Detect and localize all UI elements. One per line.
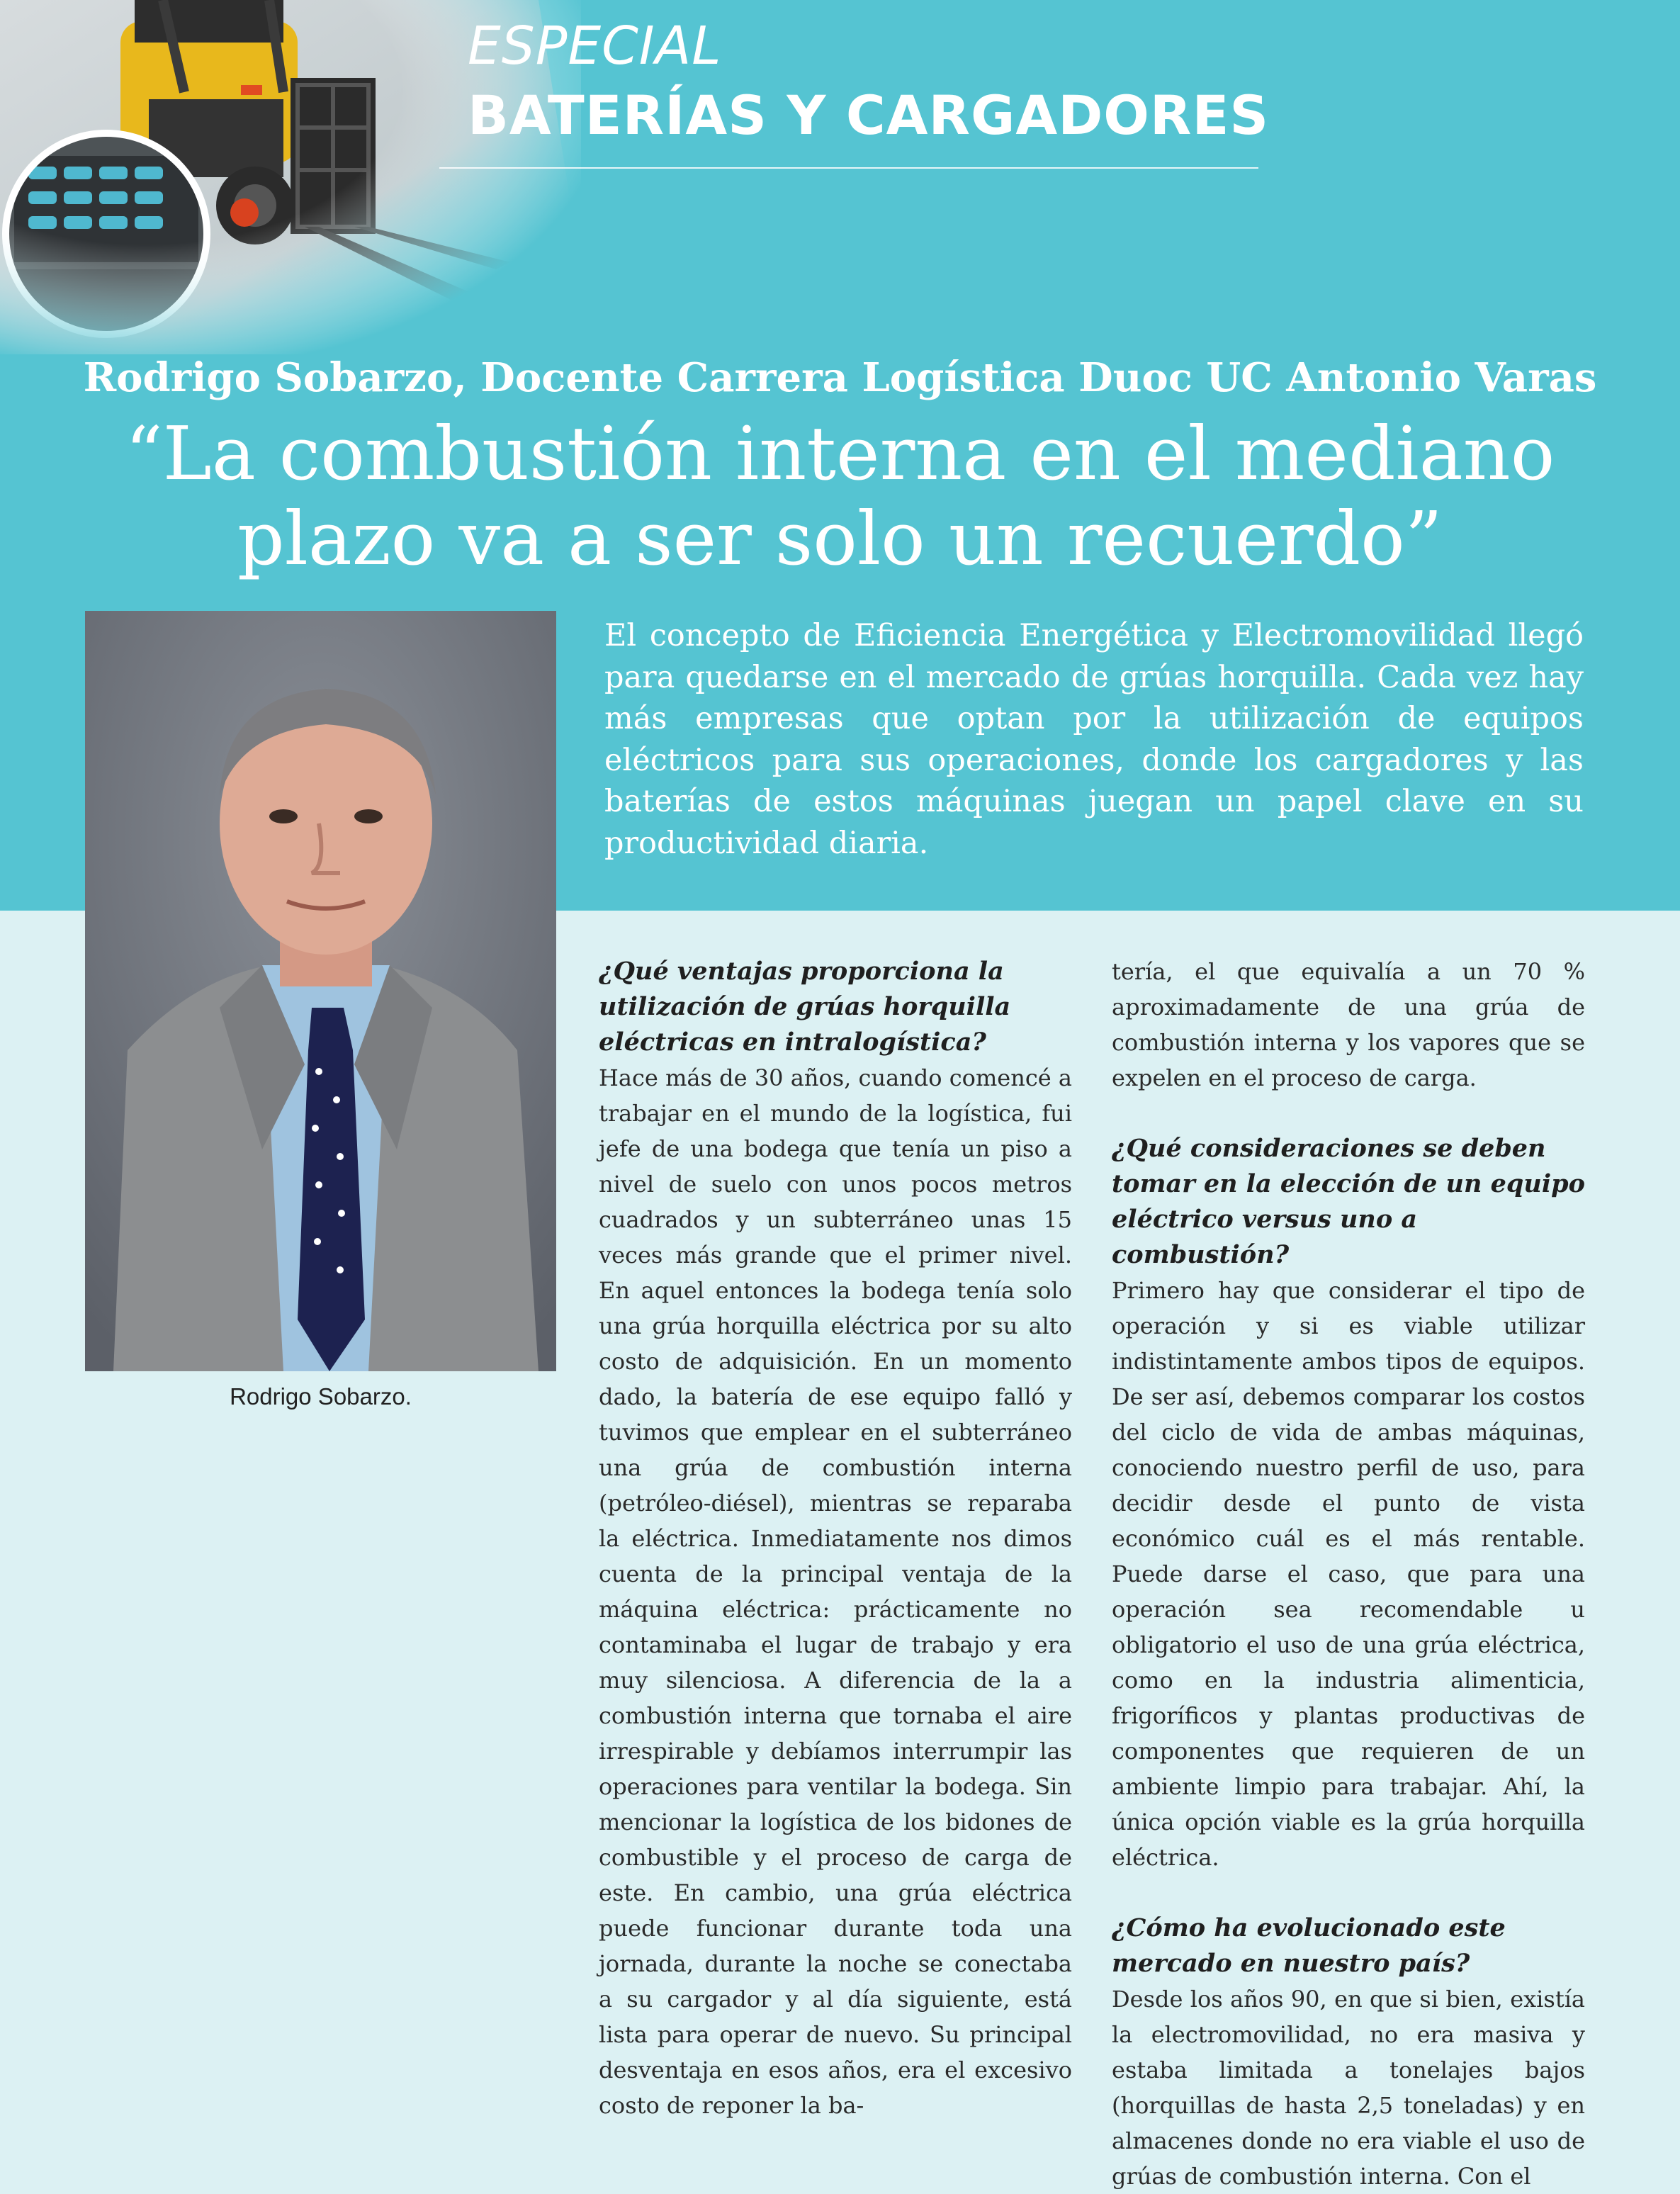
answer-1-continued: tería, el que equivalía a un 70 % aproximadamente de una grúa de combustión interna y los vapores que se expelen en el proceso de carga.: [1112, 958, 1585, 1091]
question-1: ¿Qué ventajas proporciona la utilización de grúas horquilla eléctricas en intralogística?: [599, 957, 1011, 1057]
answer-1: Hace más de 30 años, cuando comencé a trabajar en el mundo de la logística, fui jefe de una bodega que tenía un piso a nivel de suelo con unos pocos metros cuadrados y un subterráneo unas 15 veces más grande que el primer nivel. En aquel entonces la bodega tenía solo una grúa horquilla eléctrica por su alto costo de adquisición. En un momento dado, la batería de ese equipo falló y tuvimos que emplear en el subterráneo una grúa de combustión interna (petróleo-diésel), mientras se reparaba la eléctrica. Inmediatamente nos dimos cuenta de la principal ventaja de la máquina eléctrica: prácticamente no contaminaba el lugar de trabajo y era muy silenciosa. A diferencia de la a combustión interna que tornaba el aire irrespirable y debíamos interrumpir las operaciones para ventilar la bodega. Sin mencionar la logística de los bidones de combustible y el proceso de carga de este. En cambio, una grúa eléctrica puede funcionar durante toda una jornada, durante la noche se conectaba a su cargador y al día siguiente, está lista para operar de nuevo. Su principal desventaja en esos años, era el excesivo costo de reponer la ba-: [599, 1064, 1072, 2119]
question-3: ¿Cómo ha evolucionado este mercado en nuestro país?: [1112, 1913, 1506, 1978]
article-lead: El concepto de Eficiencia Energética y Electromovilidad llegó para quedarse en el mercado de grúas horquilla. Cada vez hay más empresas que optan por la utilización de equipos eléctricos para sus operaciones, donde los cargadores y las baterías de estos máquinas juegan un papel clave en su productividad diaria.: [604, 618, 1584, 861]
photo-caption: Rodrigo Sobarzo.: [230, 1383, 412, 1410]
section-kicker: ESPECIAL: [468, 16, 722, 77]
header-divider: [439, 167, 1258, 169]
answer-2: Primero hay que considerar el tipo de operación y si es viable utilizar indistintamente ambos tipos de equipos. De ser así, debemos comparar los costos del ciclo de vida de ambas máquinas, conociendo nuestro perfil de uso, para decidir desde el punto de vista económico cuál es el más rentable. Puede darse el caso, que para una operación sea recomendable u obligatorio el uso de una grúa eléctrica, como en la industria alimenticia, frigoríficos y plantas productivas de componentes que requieren de un ambiente limpio para trabajar. Ahí, la única opción viable es la grúa horquilla eléctrica.: [1112, 1277, 1585, 1871]
question-2: ¿Qué consideraciones se deben tomar en la elección de un equipo eléctrico versus uno a combustión?: [1112, 1134, 1585, 1269]
headline-line-1: “La combustión interna en el mediano: [125, 410, 1555, 497]
body-column-right: [1112, 954, 1585, 2194]
portrait-photo: [85, 611, 556, 1371]
section-title: BATERÍAS Y CARGADORES: [468, 84, 1270, 147]
answer-3: Desde los años 90, en que si bien, existía la electromovilidad, no era masiva y estaba limitada a tonelajes bajos (horquillas de hasta 2,5 toneladas) y en almacenes donde no era viable el uso de grúas de combustión interna. Con el: [1112, 1986, 1585, 2190]
headline-line-2: plazo va a ser solo un recuerdo”: [237, 495, 1443, 582]
body-column-left: [599, 954, 1072, 2123]
article-headline: [0, 411, 1680, 581]
article-byline: Rodrigo Sobarzo, Docente Carrera Logística Duoc UC Antonio Varas: [83, 354, 1597, 401]
